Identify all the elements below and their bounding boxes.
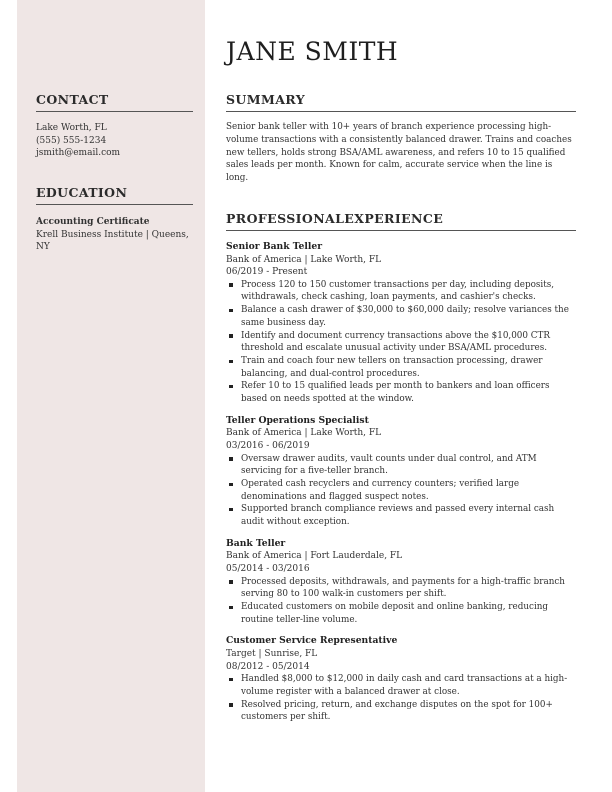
job-entry (226, 635, 576, 724)
job-dates: 06/2019 - Present (226, 267, 308, 278)
job-company: Bank of America | Lake Worth, FL (226, 254, 382, 265)
bullet-item: Refer 10 to 15 qualified leads per month to bankers and loan officers based on needs spotted at the window. (226, 380, 576, 405)
bullet-item: Identify and document currency transactions above the $10,000 CTR threshold and escalate unusual activity under BSA/AML procedures. (226, 330, 576, 355)
bullet-item: Processed deposits, withdrawals, and payments for a high-traffic branch serving 80 to 100 walk-in customers per shift. (226, 576, 576, 601)
bullet-item: Train and coach four new tellers on transaction processing, drawer balancing, and dual-control procedures. (226, 355, 576, 380)
job-title: Customer Service Representative (226, 635, 398, 647)
contact-section (36, 92, 193, 160)
job-dates: 03/2016 - 06/2019 (226, 441, 310, 451)
job-bullets (226, 453, 576, 529)
sidebar (17, 0, 205, 792)
summary-section (226, 92, 576, 185)
contact-location: Lake Worth, FL (36, 123, 107, 133)
education-school: Krell Business Institute | Queens, NY (36, 229, 189, 253)
bullet-item: Educated customers on mobile deposit and online banking, reducing routine teller-line volume. (226, 601, 576, 626)
job-bullets (226, 279, 576, 406)
bullet-item: Operated cash recyclers and currency counters; verified large denominations and flagged suspect notes. (226, 478, 576, 503)
job-title: Bank Teller (226, 537, 286, 549)
bullet-item: Supported branch compliance reviews and passed every internal cash audit without exception. (226, 503, 576, 528)
contact-email: jsmith@email.com (36, 148, 121, 159)
education-degree: Accounting Certificate (36, 217, 150, 227)
job-dates: 08/2012 - 05/2014 (226, 661, 310, 672)
job-company: Bank of America | Fort Lauderdale, FL (226, 551, 403, 562)
education-heading: EDUCATION (36, 185, 193, 205)
job-entry (226, 415, 576, 529)
job-title: Teller Operations Specialist (226, 414, 369, 426)
experience-section (226, 211, 576, 724)
contact-phone: (555) 555-1234 (36, 135, 107, 146)
candidate-name: JANE SMITH (226, 37, 399, 66)
education-section (36, 185, 193, 254)
job-bullets (226, 673, 576, 724)
summary-text: Senior bank teller with 10+ years of branch experience processing high-volume transactions with a consistently balanced drawer. Trains and coaches new tellers, holds strong BSA/AML awareness, and refers 10 to 15 qualified sales leads per month. Known for calm, accurate service when the line is long. (226, 122, 572, 184)
job-title: Senior Bank Teller (226, 241, 323, 252)
bullet-item: Balance a cash drawer of $30,000 to $60,000 daily; resolve variances the same business day. (226, 304, 576, 329)
job-company: Bank of America | Lake Worth, FL (226, 428, 382, 439)
job-entry (226, 241, 576, 406)
bullet-item: Process 120 to 150 customer transactions per day, including deposits, withdrawals, check cashing, loan payments, and cashier's checks. (226, 279, 576, 304)
summary-heading: SUMMARY (226, 92, 576, 112)
bullet-item: Resolved pricing, return, and exchange disputes on the spot for 100+ customers per shift. (226, 699, 576, 724)
job-bullets (226, 576, 576, 627)
contact-heading: CONTACT (36, 92, 193, 112)
experience-heading: PROFESSIONALEXPERIENCE (226, 211, 576, 231)
bullet-item: Handled $8,000 to $12,000 in daily cash and card transactions at a high-volume register with a balanced drawer at close. (226, 673, 576, 698)
bullet-item: Oversaw drawer audits, vault counts under dual control, and ATM servicing for a five-teller branch. (226, 453, 576, 478)
job-company: Target | Sunrise, FL (226, 649, 318, 659)
job-entry (226, 538, 576, 627)
job-dates: 05/2014 - 03/2016 (226, 564, 310, 574)
